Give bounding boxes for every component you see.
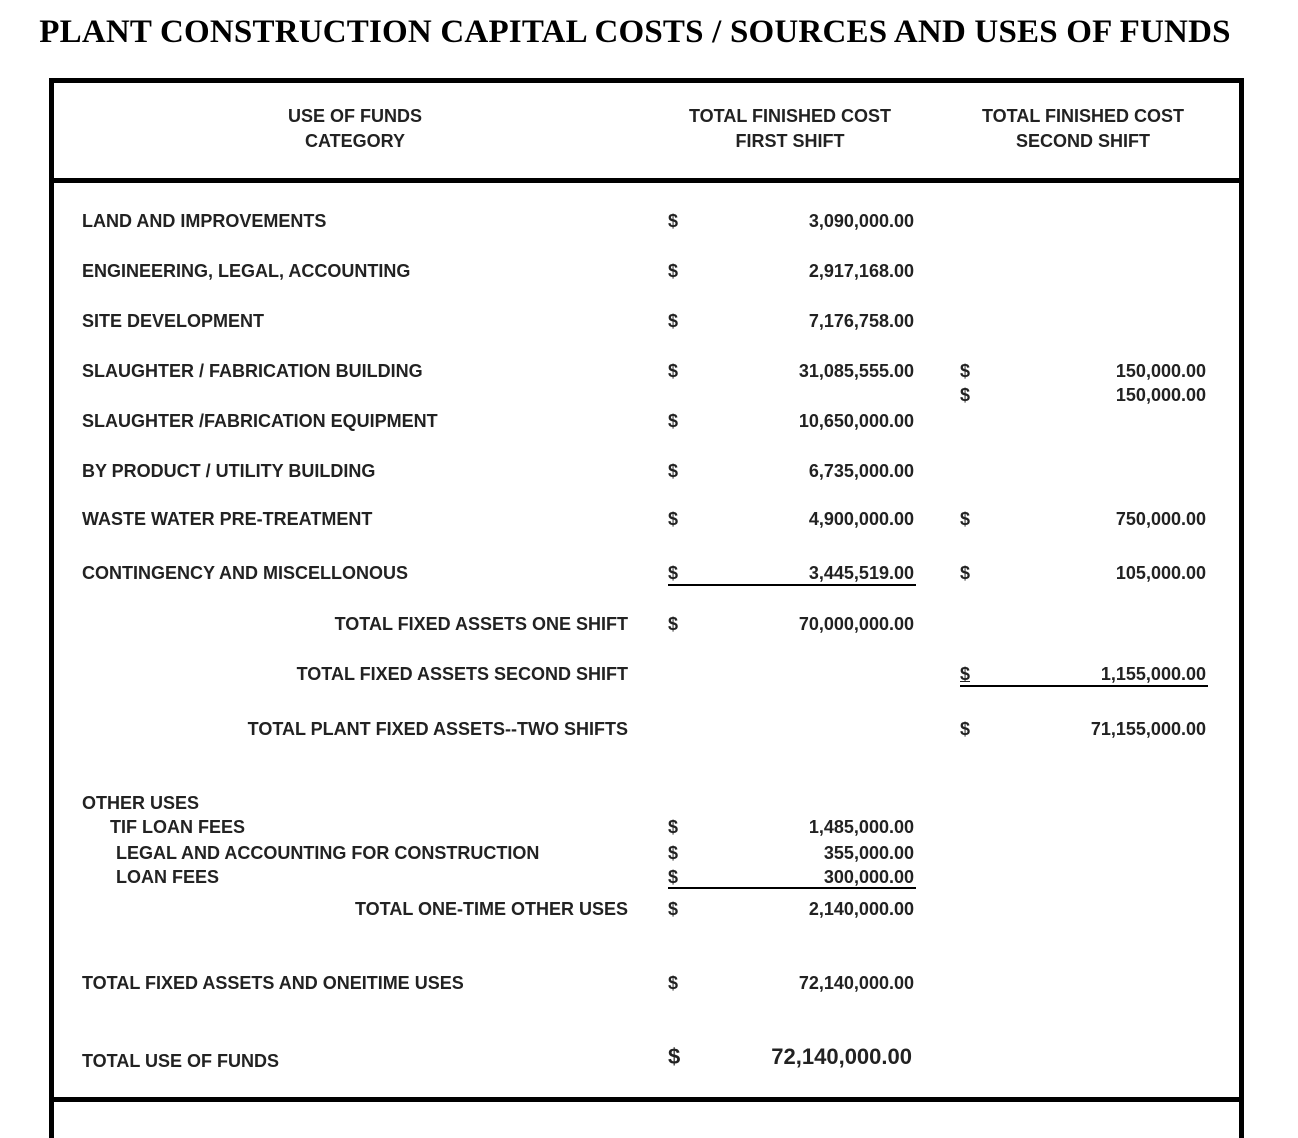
dollar-sign: $	[960, 563, 971, 583]
header-line: USE OF FUNDS	[287, 106, 422, 126]
first-shift-value: 2,917,168.00	[808, 261, 914, 281]
row-label: LAND AND IMPROVEMENTS	[82, 211, 327, 231]
other-use-value: 355,000.00	[823, 843, 914, 863]
first-shift-value: 10,650,000.00	[798, 411, 914, 431]
dollar-sign: $	[960, 361, 971, 381]
other-use-label: LEGAL AND ACCOUNTING FOR CONSTRUCTION	[116, 843, 540, 863]
dollar-sign: $	[668, 563, 679, 583]
header-use-of-funds	[205, 104, 505, 154]
total-second-shift-value: 1,155,000.00	[1100, 664, 1206, 684]
other-use-value: 300,000.00	[823, 867, 914, 887]
dollar-sign: $	[668, 817, 679, 837]
dollar-sign: $	[668, 867, 679, 887]
first-shift-value: 3,445,519.00	[808, 563, 914, 583]
second-shift-value: 150,000.00	[1115, 385, 1206, 405]
other-use-value: 1,485,000.00	[808, 817, 914, 837]
dollar-sign: $	[668, 899, 679, 919]
dollar-sign: $	[668, 461, 679, 481]
dollar-sign: $	[668, 261, 679, 281]
dollar-sign: $	[668, 211, 679, 231]
total-other-uses-value: 2,140,000.00	[808, 899, 914, 919]
fixed-and-onetime-value: 72,140,000.00	[798, 973, 914, 993]
total-second-shift-label: TOTAL FIXED ASSETS SECOND SHIFT	[296, 664, 628, 684]
row-label: WASTE WATER PRE-TREATMENT	[82, 509, 373, 529]
dollar-sign: $	[668, 311, 679, 331]
subtotal-underline	[668, 887, 916, 889]
dollar-sign: $	[960, 719, 971, 739]
header-line: SECOND SHIFT	[1015, 131, 1150, 151]
second-shift-value: 150,000.00	[1115, 361, 1206, 381]
subtotal-underline	[960, 685, 1208, 687]
header-line: FIRST SHIFT	[735, 131, 845, 151]
dollar-sign: $	[668, 361, 679, 381]
second-shift-value: 750,000.00	[1115, 509, 1206, 529]
subtotal-underline	[668, 584, 916, 586]
header-line: TOTAL FINISHED COST	[981, 106, 1184, 126]
header-line: TOTAL FINISHED COST	[688, 106, 891, 126]
footer-divider	[49, 1097, 1244, 1102]
dollar-sign: $	[668, 509, 679, 529]
row-label: SITE DEVELOPMENT	[82, 311, 265, 331]
other-use-label: LOAN FEES	[116, 867, 220, 887]
dollar-sign: $	[668, 973, 679, 993]
second-shift-value: 105,000.00	[1115, 563, 1206, 583]
row-label: SLAUGHTER /FABRICATION EQUIPMENT	[82, 411, 438, 431]
first-shift-value: 3,090,000.00	[808, 211, 914, 231]
row-label: CONTINGENCY AND MISCELLONOUS	[82, 563, 409, 583]
page-title: PLANT CONSTRUCTION CAPITAL COSTS / SOURCES AND USES OF FUNDS	[39, 14, 1231, 50]
dollar-sign: $	[668, 1044, 681, 1069]
header-first-shift	[640, 104, 940, 154]
first-shift-value: 4,900,000.00	[808, 509, 914, 529]
other-uses-heading: OTHER USES	[82, 793, 200, 813]
total-use-label: TOTAL USE OF FUNDS	[82, 1051, 280, 1071]
total-two-shifts-value: 71,155,000.00	[1090, 719, 1206, 739]
header-divider	[49, 178, 1244, 183]
fixed-and-onetime-label: TOTAL FIXED ASSETS AND ONEITIME USES	[82, 973, 464, 993]
dollar-sign: $	[960, 664, 971, 684]
other-use-label: TIF LOAN FEES	[110, 817, 245, 837]
dollar-sign: $	[668, 614, 679, 634]
header-second-shift	[928, 104, 1238, 154]
first-shift-value: 31,085,555.00	[798, 361, 914, 381]
total-other-uses-label: TOTAL ONE-TIME OTHER USES	[354, 899, 628, 919]
first-shift-value: 6,735,000.00	[808, 461, 914, 481]
dollar-sign: $	[668, 411, 679, 431]
header-line: CATEGORY	[304, 131, 405, 151]
dollar-sign: $	[960, 509, 971, 529]
total-one-shift-label: TOTAL FIXED ASSETS ONE SHIFT	[334, 614, 628, 634]
row-label: ENGINEERING, LEGAL, ACCOUNTING	[82, 261, 411, 281]
row-label: BY PRODUCT / UTILITY BUILDING	[82, 461, 376, 481]
total-two-shifts-label: TOTAL PLANT FIXED ASSETS--TWO SHIFTS	[247, 719, 628, 739]
total-one-shift-value: 70,000,000.00	[798, 614, 914, 634]
first-shift-value: 7,176,758.00	[808, 311, 914, 331]
dollar-sign: $	[668, 843, 679, 863]
dollar-sign: $	[960, 385, 971, 405]
total-use-value: 72,140,000.00	[771, 1044, 912, 1069]
row-label: SLAUGHTER / FABRICATION BUILDING	[82, 361, 423, 381]
